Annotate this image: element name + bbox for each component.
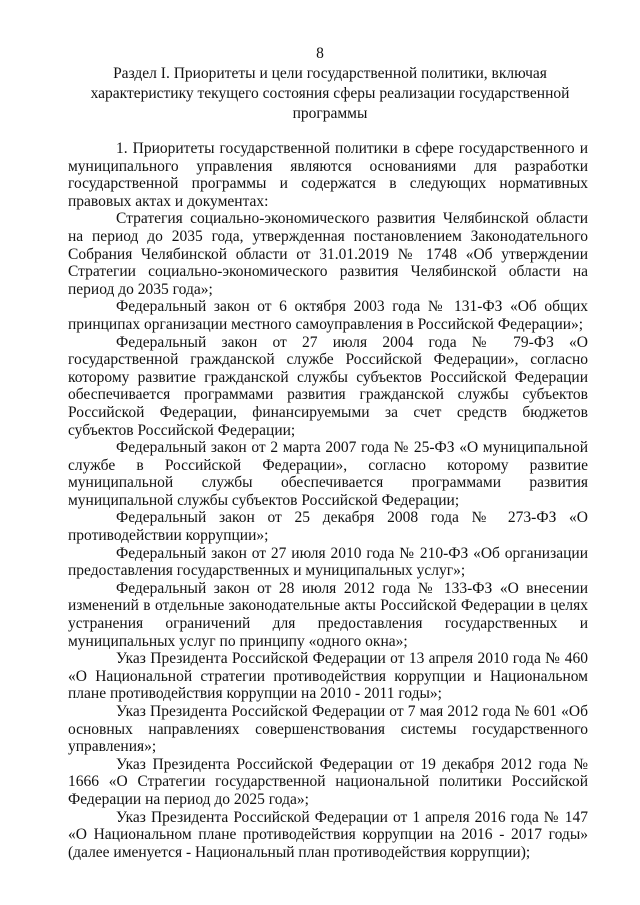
page-number: 8: [316, 45, 324, 62]
paragraph-law-25: Федеральный закон от 2 марта 2007 года № 25-ФЗ «О муниципальной службе в Российской Федерации», согласно которому развитие муниципальной службы обеспечивается программами развития муниципальной службы субъектов Российской Федерации;: [68, 439, 588, 509]
paragraph-law-79: Федеральный закон от 27 июля 2004 года № 79-ФЗ «О государственной гражданской службе Российской Федерации», согласно которому развитие гражданской службы субъектов Российской Федерации обеспечивается программами развития гражданской службы субъектов Российской Федерации, финансируемыми за счет средств бюджетов субъектов Российской Федерации;: [68, 333, 588, 439]
document-body: [68, 140, 588, 861]
paragraph-decree-1666: Указ Президента Российской Федерации от 19 декабря 2012 года № 1666 «О Стратегии государственной национальной политики Российской Федерации на период до 2025 года»;: [68, 755, 588, 808]
paragraph-law-210: Федеральный закон от 27 июля 2010 года № 210-ФЗ «Об организации предоставления государственных и муниципальных услуг»;: [68, 544, 588, 580]
paragraph-law-133: Федеральный закон от 28 июля 2012 года № 133-ФЗ «О внесении изменений в отдельные законодательные акты Российской Федерации в целях устранения ограничений для предоставления государственных и муниципальных услуг по принципу «одного окна»;: [68, 579, 588, 650]
paragraph-decree-460: Указ Президента Российской Федерации от 13 апреля 2010 года № 460 «О Национальной стратегии противодействия коррупции и Национальном плане противодействия коррупции на 2010 - 2011 годы»;: [68, 650, 588, 703]
paragraph-decree-601: Указ Президента Российской Федерации от 7 мая 2012 года № 601 «Об основных направлениях совершенствования системы государственного управления»;: [68, 703, 588, 756]
paragraph-strategy-2035: Стратегия социально-экономического развития Челябинской области на период до 2035 года, утвержденная постановлением Законодательного Собрания Челябинской области от 31.01.2019 № 1748 «Об утверждении Стратегии социально-экономического развития Челябинской области на период до 2035 года»;: [68, 210, 588, 298]
paragraph-law-273: Федеральный закон от 25 декабря 2008 года № 273-ФЗ «О противодействии коррупции»;: [68, 509, 588, 545]
paragraph-priorities: 1. Приоритеты государственной политики в сфере государственного и муниципального управления являются основаниями для разработки государственной программы и содержатся в следующих нормативных правовых актах и документах:: [68, 140, 588, 210]
paragraph-decree-147: Указ Президента Российской Федерации от 1 апреля 2016 года № 147 «О Национальном плане противодействия коррупции на 2016 - 2017 годы» (далее именуется - Национальный план противодействия коррупции);: [68, 808, 588, 861]
section-title: Раздел I. Приоритеты и цели государственной политики, включая характеристику текущего состояния сферы реализации государственной программы: [90, 65, 570, 122]
paragraph-law-131: Федеральный закон от 6 октября 2003 года № 131-ФЗ «Об общих принципах организации местного самоуправления в Российской Федерации»;: [68, 298, 588, 333]
